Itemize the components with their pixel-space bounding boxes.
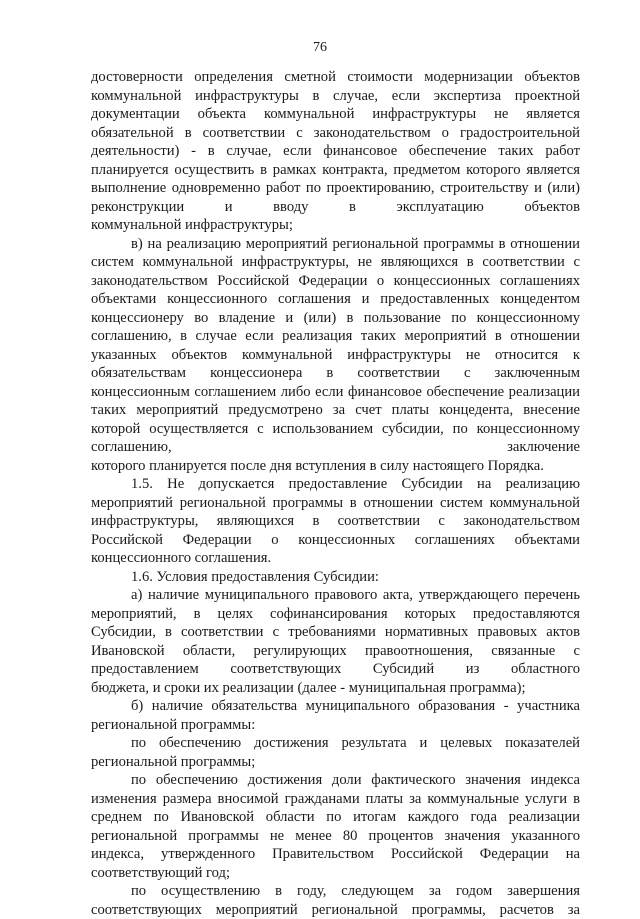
paragraph-continuation-end <box>91 216 580 235</box>
paragraph-tail: соответствующий год; <box>91 864 231 881</box>
paragraph-clause-1-5 <box>91 475 580 549</box>
paragraph-clause-1-6-heading <box>91 568 580 587</box>
paragraph-obligation-results-end <box>91 753 580 772</box>
paragraph-tail: 1.6. Условия предоставления Субсидии: <box>131 568 379 585</box>
paragraph-item-a <box>91 586 580 679</box>
paragraph-tail: бюджета, и сроки их реализации (далее - муниципальная программа); <box>91 679 526 696</box>
paragraph-text: достоверности определения сметной стоимости модернизации объектов коммунальной инфраструктуры в случае, если экспертиза проектной документации объекта коммунальной инфраструктуры не является обязательной в соответствии с законодательством о градостроительной деятельности) - в случае, если финансовое обеспечение таких работ планируется осуществить в рамках контракта, предметом которого является выполнение одновременно работ по проектированию, строительству и (или) реконструкции и вводу в эксплуатацию объектов <box>91 69 580 215</box>
paragraph-text: по осуществлению в году, следующем за годом завершения соответствующих мероприятий региональной программы, расчетов за <box>91 883 580 918</box>
paragraph-tail: которого планируется после дня вступления в силу настоящего Порядка. <box>91 457 544 474</box>
paragraph-clause-1-5-end <box>91 549 580 568</box>
paragraph-continuation <box>91 68 580 216</box>
paragraph-obligation-index-end <box>91 864 580 883</box>
page-number: 76 <box>313 40 327 55</box>
body-text <box>91 68 580 919</box>
paragraph-text: а) наличие муниципального правового акта, утверждающего перечень мероприятий, в целях софинансирования которых предоставляются Субсидии, в соответствии с требованиями нормативных правовых актов Ивановской области, регулирующих правоотношения, связанные с предоставлением соответствующих Субсидий из областного <box>91 587 580 677</box>
paragraph-tail: коммунальной инфраструктуры; <box>91 217 293 233</box>
paragraph-text: по обеспечению достижения результата и целевых показателей <box>131 735 580 751</box>
paragraph-text: в) на реализацию мероприятий региональной программы в отношении систем коммунальной инфраструктуры, не являющихся в соответствии с законодательством Российской Федерации о концессионных соглашениях объектами концессионного соглашения и предоставленных концедентом концессионеру во владение и (или) в пользование по концессионному соглашению, в случае если реализация таких мероприятий в отношении указанных объектов коммунальной инфраструктуры не относится к обязательствам концессионера в соответствии с заключенным концессионным соглашением либо если финансовое обеспечение реализации таких мероприятий предусмотрено за счет платы концедента, внесение которой осуществляется с использованием субсидии, по концессионному соглашению, заключение <box>91 235 580 455</box>
paragraph-obligation-results <box>91 734 580 753</box>
paragraph-obligation-index <box>91 771 580 864</box>
paragraph-text: б) наличие обязательства муниципального образования - участника <box>131 698 580 714</box>
paragraph-item-v <box>91 235 580 457</box>
paragraph-obligation-settlements <box>91 882 580 919</box>
paragraph-tail: концессионного соглашения. <box>91 550 272 566</box>
paragraph-item-b <box>91 697 580 716</box>
paragraph-item-b-end <box>91 716 580 735</box>
paragraph-text: по обеспечению достижения доли фактического значения индекса изменения размера вносимой гражданами платы за коммунальные услуги в среднем по Ивановской области по итогам каждого года реализации региональной программы не менее 80 процентов значения указанного индекса, утвержденного Правительством Российской Федерации на <box>91 772 580 862</box>
paragraph-item-a-end <box>91 679 580 698</box>
paragraph-tail: региональной программы: <box>91 716 256 733</box>
paragraph-text: 1.5. Не допускается предоставление Субсидии на реализацию мероприятий региональной программы в отношении систем коммунальной инфраструктуры, являющихся в соответствии с законодательством Российской Федерации о концессионных соглашениях объектами <box>91 476 580 548</box>
paragraph-item-v-end <box>91 457 580 476</box>
paragraph-tail: региональной программы; <box>91 753 256 770</box>
